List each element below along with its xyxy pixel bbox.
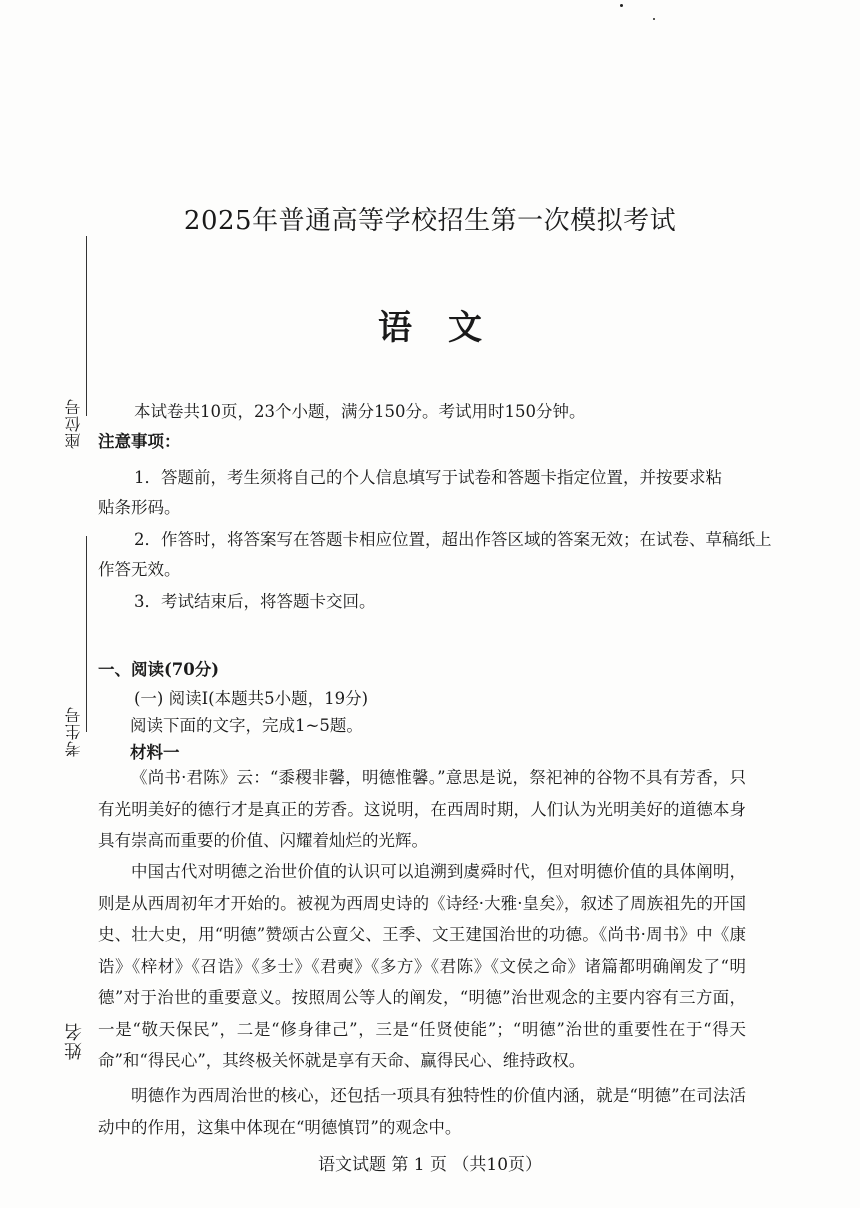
scan-speck [653,18,655,20]
note-2-line-2: 作答无效。 [98,560,181,579]
reading-instruction: 阅读下面的文字，完成1~5题。 [130,716,363,735]
scan-speck [620,4,623,7]
subject-title: 语文 [378,308,518,348]
section-heading: 一、阅读(70分) [98,660,220,679]
exam-no-label: 考生号 [64,706,83,757]
exam-no-line [86,536,87,732]
note-3: 3．考试结束后，将答题卡交回。 [134,592,376,611]
exam-title: 2025年普通高等学校招生第一次模拟考试 [183,206,677,236]
intro-text: 本试卷共10页，23个小题，满分150分。考试用时150分钟。 [134,402,586,421]
paragraph-3: 明德作为西周治世的核心，还包括一项具有独特性的价值内涵，就是“明德”在司法活动中的作用，这集中体现在“明德慎罚”的观念中。 [98,1086,746,1137]
name-label: 姓名 [64,1022,85,1060]
paragraph-2: 中国古代对明德之治世价值的认识可以追溯到虞舜时代，但对明德价值的具体阐明，则是从西周初年才开始的。被视为西周史诗的《诗经·大雅·皇矣》，叙述了周族祖先的开国史、壮大史，用“明德”赞颂古公亶父、王季、文王建国治世的功德。《尚书·周书》中《康诰》《梓材》《召诰》《多士》《君奭》《多方》《君陈》《文侯之命》诸篇都明确阐发了“明德”对于治世的重要意义。按照周公等人的阐发，“明德”治世观念的主要内容有三方面，一是“敬天保民”，二是“修身律己”，三是“任贤使能”；“明德”治世的重要性在于“得天命”和“得民心”，其终极关怀就是享有天命、赢得民心、维持政权。 [98,862,746,1070]
seat-no-label: 座位号 [64,398,83,449]
note-1-line-1: 1．答题前，考生须将自己的个人信息填写于试卷和答题卡指定位置，并按要求粘 [134,468,722,487]
sub-section-heading: (一) 阅读Ⅰ(本题共5小题，19分) [134,689,369,708]
page-footer: 语文试题 第 1 页 （共10页） [317,1155,543,1175]
material-label: 材料一 [130,743,180,762]
note-1-line-2: 贴条形码。 [98,498,181,517]
paragraph-1: 《尚书·君陈》云：“黍稷非馨，明德惟馨。”意思是说，祭祀神的谷物不具有芳香，只有光明美好的德行才是真正的芳香。这说明，在西周时期，人们认为光明美好的道德本身具有崇高而重要的价值、闪耀着灿烂的光辉。 [98,768,746,850]
note-2-line-1: 2．作答时，将答案写在答题卡相应位置，超出作答区域的答案无效；在试卷、草稿纸上 [134,530,772,549]
notes-heading: 注意事项： [98,432,181,451]
